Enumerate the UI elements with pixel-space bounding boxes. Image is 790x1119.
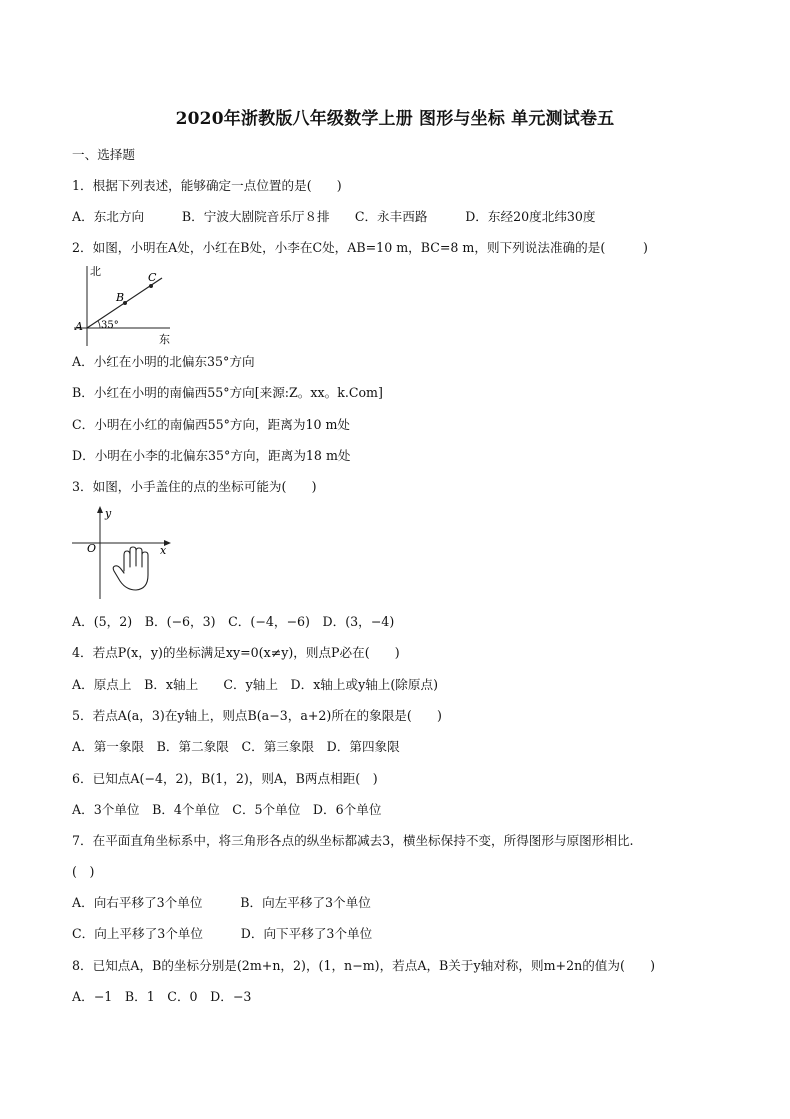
origin-label: O [87,542,97,555]
q7-options-ab: A．向右平移了3个单位 B．向左平移了3个单位 [72,895,371,910]
q2-option-b: B．小红在小明的南偏西55°方向[来源:Z。xx。k.Com] [72,385,383,400]
document-title: 2020年浙教版八年级数学上册 图形与坐标 单元测试卷五 [175,109,615,129]
east-label: 东 [159,333,170,346]
q1-options: A．东北方向 B．宁波大剧院音乐厅８排 C．永丰西路 D．东经20度北纬30度 [72,209,596,224]
point-c [149,284,153,288]
y-axis-arrow [97,506,103,513]
point-a-label: A [75,320,83,333]
q2-option-c: C．小明在小红的南偏西55°方向，距离为10 m处 [72,417,351,432]
q3-stem: 3．如图，小手盖住的点的坐标可能为( ) [72,479,317,494]
q3-options: A．(5，2) B．(−6，3) C．(−4，−6) D．(3，−4) [72,614,395,629]
q6-stem: 6．已知点A(−4，2)，B(1，2)，则A，B两点相距( ) [72,771,378,786]
section-heading: 一、选择题 [72,147,135,162]
q3-coordinate-figure [70,505,174,601]
angle-label: 35° [101,320,119,331]
q2-direction-figure [70,262,180,348]
q7-stem: 7．在平面直角坐标系中，将三角形各点的纵坐标都减去3，横坐标保持不变，所得图形与原图形相比. [72,833,634,848]
q2-option-a: A．小红在小明的北偏东35°方向 [72,354,255,369]
q2-option-d: D．小明在小李的北偏东35°方向，距离为18 m处 [72,448,351,463]
q4-options: A．原点上 B．x轴上 C．y轴上 D．x轴上或y轴上(除原点) [72,677,438,692]
q7-options-cd: C．向上平移了3个单位 D．向下平移了3个单位 [72,926,373,941]
q2-stem: 2．如图，小明在A处，小红在B处，小李在C处，AB=10 m，BC=8 m，则下列说法准确的是( ) [72,240,648,255]
q8-stem: 8．已知点A，B的坐标分别是(2m+n，2)，(1，n−m)，若点A，B关于y轴对称，则m+2n的值为( ) [72,958,655,973]
q1-stem: 1．根据下列表述，能够确定一点位置的是( ) [72,178,342,193]
north-label: 北 [90,265,101,278]
q7-stem-blank: ( ) [72,864,95,879]
q4-stem: 4．若点P(x，y)的坐标满足xy=0(x≠y)，则点P必在( ) [72,645,400,660]
point-c-label: C [148,271,157,284]
point-b-label: B [116,291,125,304]
y-label: y [105,507,112,520]
q6-options: A．3个单位 B．4个单位 C．5个单位 D．6个单位 [72,802,382,817]
q5-stem: 5．若点A(a，3)在y轴上，则点B(a−3，a+2)所在的象限是( ) [72,708,442,723]
q5-options: A．第一象限 B．第二象限 C．第三象限 D．第四象限 [72,739,400,754]
angle-arc [98,321,100,328]
q8-options: A．−1 B．1 C．0 D．−3 [72,989,252,1004]
x-label: x [160,544,167,557]
hand-icon [113,547,148,590]
